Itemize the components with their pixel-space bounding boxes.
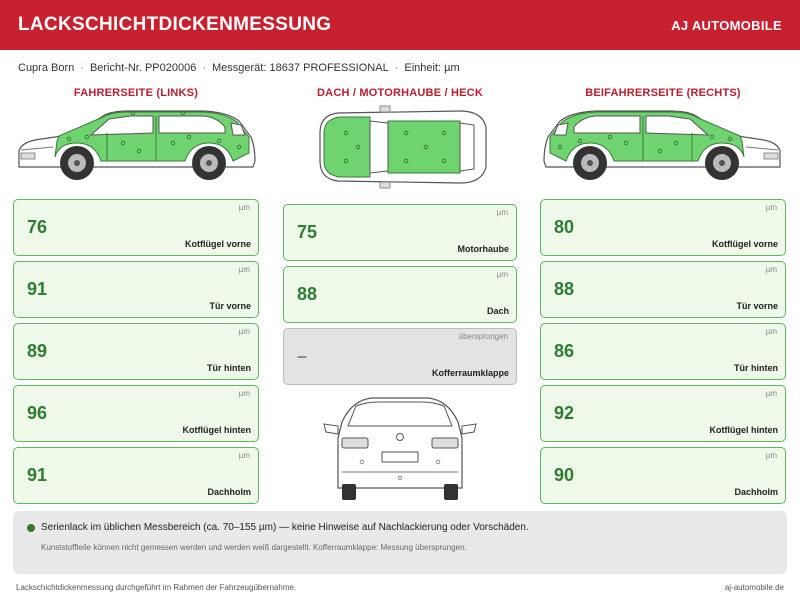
panel-label: Kotflügel vorne (184, 239, 251, 249)
unit-label: µm (238, 389, 250, 398)
card-right-tuer-hinten (540, 323, 786, 380)
unit-info: Einheit: µm (404, 62, 460, 74)
measurement-value: 89 (27, 341, 48, 361)
brand-name: AJ AUTOMOBILE (671, 18, 782, 33)
footer-website: aj-automobile.de (724, 583, 784, 592)
panel-label: Tür hinten (734, 363, 778, 373)
card-right-kotfluegel-vorne (540, 199, 786, 256)
unit-label: µm (238, 265, 250, 274)
card-left-dachholm (13, 447, 259, 504)
panel-label: Motorhaube (457, 244, 509, 254)
panel-label: Kotflügel hinten (182, 425, 251, 435)
unit-label: µm (238, 451, 250, 460)
unit-label: µm (765, 327, 777, 336)
unit-label: µm (238, 327, 250, 336)
unit-label: µm (765, 451, 777, 460)
card-motorhaube (283, 204, 517, 261)
panel-label: Dach (486, 306, 509, 316)
report-number: Bericht-Nr. PP020006 (89, 62, 197, 74)
panel-label: Tür vorne (209, 301, 251, 311)
measurement-value: 88 (297, 284, 318, 304)
panel-label: Tür vorne (736, 301, 778, 311)
legend-note-text: Kunststoffteile können nicht gemessen werden und werden weiß dargestellt. Kofferraumklappe: Messung übersprungen. (41, 543, 467, 552)
legend-box (13, 511, 787, 574)
vehicle-name: Cupra Born (18, 62, 75, 74)
unit-label: µm (496, 270, 508, 279)
card-right-kotfluegel-hinten (540, 385, 786, 442)
card-right-dachholm (540, 447, 786, 504)
report-header (0, 0, 800, 50)
measurement-value: 88 (554, 279, 575, 299)
skipped-label: übersprungen (458, 332, 508, 341)
measurement-value: 91 (27, 279, 48, 299)
report-title: LACKSCHICHTDICKENMESSUNG (18, 14, 332, 35)
unit-label: µm (238, 203, 250, 212)
measurement-value: 96 (27, 403, 48, 423)
unit-label: µm (496, 208, 508, 217)
right-column-title: BEIFAHRERSEITE (RECHTS) (585, 87, 741, 99)
panel-label: Dachholm (207, 487, 251, 497)
footer-note: Lackschichtdickenmessung durchgeführt im Rahmen der Fahrzeugübernahme. (16, 583, 297, 592)
measurement-value: 80 (554, 217, 575, 237)
measurement-value: 91 (27, 465, 48, 485)
unit-label: µm (765, 265, 777, 274)
card-right-tuer-vorne (540, 261, 786, 318)
legend-main-text: Serienlack im üblichen Messbereich (ca. 70–155 µm) — keine Hinweise auf Nachlackierung oder Vorschäden. (41, 522, 529, 533)
panel-label: Tür hinten (207, 363, 251, 373)
middle-column-title: DACH / MOTORHAUBE / HECK (317, 87, 483, 99)
car-rear-view-illustration (322, 392, 478, 504)
measurement-value: 92 (554, 403, 575, 423)
status-dot-icon (27, 524, 35, 532)
measurement-value: 90 (554, 465, 575, 485)
card-left-tuer-hinten (13, 323, 259, 380)
meta-separator: · (394, 62, 399, 74)
measurement-value: 86 (554, 341, 575, 361)
measurement-value: 75 (297, 222, 318, 242)
car-top-view-illustration (310, 103, 490, 191)
measurement-value: – (297, 346, 308, 366)
unit-label: µm (765, 389, 777, 398)
panel-label: Dachholm (734, 487, 778, 497)
device-info: Messgerät: 18637 PROFESSIONAL (212, 62, 389, 74)
car-left-side-illustration (13, 103, 259, 191)
meta-separator: · (202, 62, 206, 74)
card-left-tuer-vorne (13, 261, 259, 318)
panel-label: Kotflügel hinten (709, 425, 778, 435)
unit-label: µm (765, 203, 777, 212)
card-left-kotfluegel-hinten (13, 385, 259, 442)
panel-label: Kofferraumklappe (431, 368, 509, 378)
card-dach (283, 266, 517, 323)
panel-label: Kotflügel vorne (711, 239, 778, 249)
left-column-title: FAHRERSEITE (LINKS) (73, 87, 199, 99)
measurement-value: 76 (27, 217, 48, 237)
meta-separator: · (80, 62, 84, 74)
report-meta (18, 62, 460, 74)
car-right-side-illustration (540, 103, 786, 191)
card-kofferraumklappe (283, 328, 517, 385)
card-left-kotfluegel-vorne (13, 199, 259, 256)
